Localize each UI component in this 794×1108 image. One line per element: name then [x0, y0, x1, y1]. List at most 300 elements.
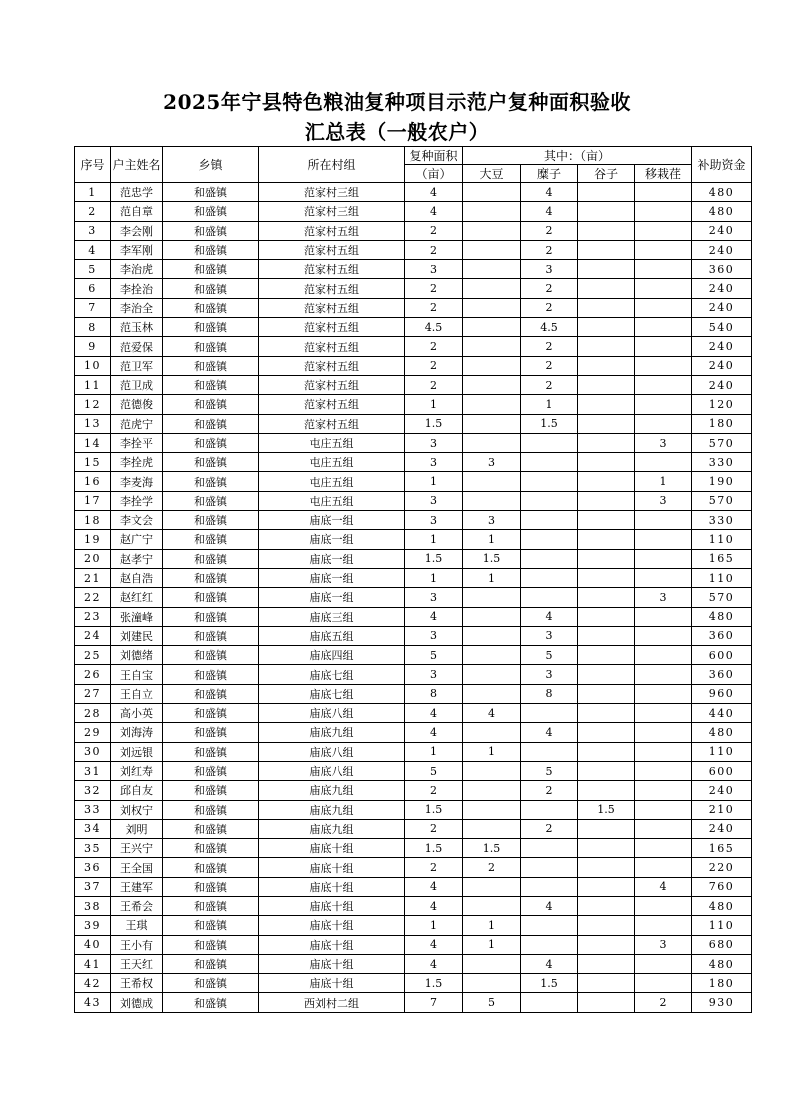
- cell-soybean-area: 1: [463, 530, 521, 549]
- cell-total-area: 1: [405, 395, 463, 414]
- cell-subsidy: 240: [692, 298, 752, 317]
- cell-soybean-area: [463, 279, 521, 298]
- cell-seq: 31: [75, 761, 111, 780]
- cell-transplant-area: [635, 781, 692, 800]
- cell-farmer-name: 刘建民: [111, 626, 163, 645]
- cell-total-area: 5: [405, 646, 463, 665]
- cell-total-area: 2: [405, 781, 463, 800]
- table-row: [75, 684, 752, 703]
- cell-seq: 37: [75, 877, 111, 896]
- cell-subsidy: 480: [692, 607, 752, 626]
- cell-soybean-area: [463, 298, 521, 317]
- cell-village: 范家村五组: [259, 221, 405, 240]
- cell-millet-broom-area: [521, 472, 578, 491]
- cell-subsidy: 930: [692, 993, 752, 1012]
- cell-transplant-area: [635, 337, 692, 356]
- cell-seq: 14: [75, 433, 111, 452]
- table-row: [75, 183, 752, 202]
- cell-millet-area: [578, 491, 635, 510]
- cell-farmer-name: 李拴平: [111, 433, 163, 452]
- cell-seq: 29: [75, 723, 111, 742]
- cell-millet-area: [578, 684, 635, 703]
- cell-soybean-area: [463, 221, 521, 240]
- cell-total-area: 4.5: [405, 318, 463, 337]
- cell-seq: 42: [75, 974, 111, 993]
- cell-farmer-name: 范虎宁: [111, 414, 163, 433]
- cell-village: 庙底十组: [259, 916, 405, 935]
- cell-soybean-area: [463, 588, 521, 607]
- cell-town: 和盛镇: [163, 742, 259, 761]
- cell-millet-broom-area: 5: [521, 646, 578, 665]
- cell-total-area: 7: [405, 993, 463, 1012]
- cell-village: 范家村五组: [259, 298, 405, 317]
- cell-soybean-area: [463, 183, 521, 202]
- cell-millet-broom-area: 1.5: [521, 974, 578, 993]
- cell-soybean-area: [463, 781, 521, 800]
- cell-millet-broom-area: 2: [521, 221, 578, 240]
- cell-farmer-name: 赵孝宁: [111, 549, 163, 568]
- cell-millet-broom-area: 1: [521, 395, 578, 414]
- cell-town: 和盛镇: [163, 375, 259, 394]
- cell-town: 和盛镇: [163, 433, 259, 452]
- cell-total-area: 1: [405, 916, 463, 935]
- cell-millet-broom-area: [521, 877, 578, 896]
- header-town: 乡镇: [163, 147, 259, 183]
- cell-millet-broom-area: 3: [521, 260, 578, 279]
- cell-soybean-area: 4: [463, 704, 521, 723]
- cell-transplant-area: [635, 646, 692, 665]
- cell-subsidy: 165: [692, 549, 752, 568]
- cell-farmer-name: 王希权: [111, 974, 163, 993]
- cell-transplant-area: [635, 761, 692, 780]
- cell-millet-broom-area: 2: [521, 298, 578, 317]
- cell-farmer-name: 刘海涛: [111, 723, 163, 742]
- cell-seq: 35: [75, 839, 111, 858]
- cell-total-area: 8: [405, 684, 463, 703]
- cell-subsidy: 120: [692, 395, 752, 414]
- cell-millet-broom-area: 5: [521, 761, 578, 780]
- cell-transplant-area: [635, 395, 692, 414]
- cell-village: 范家村三组: [259, 202, 405, 221]
- cell-millet-area: [578, 279, 635, 298]
- cell-millet-area: [578, 511, 635, 530]
- table-row: [75, 704, 752, 723]
- cell-total-area: 4: [405, 704, 463, 723]
- cell-seq: 27: [75, 684, 111, 703]
- cell-town: 和盛镇: [163, 414, 259, 433]
- cell-soybean-area: [463, 414, 521, 433]
- cell-millet-area: [578, 260, 635, 279]
- cell-town: 和盛镇: [163, 626, 259, 645]
- cell-millet-broom-area: [521, 491, 578, 510]
- cell-total-area: 1: [405, 568, 463, 587]
- cell-town: 和盛镇: [163, 781, 259, 800]
- cell-village: 庙底十组: [259, 974, 405, 993]
- cell-millet-area: [578, 202, 635, 221]
- cell-total-area: 2: [405, 858, 463, 877]
- cell-millet-area: [578, 877, 635, 896]
- cell-town: 和盛镇: [163, 202, 259, 221]
- header-of-which: 其中：（亩）: [463, 147, 692, 165]
- table-row: [75, 626, 752, 645]
- cell-town: 和盛镇: [163, 337, 259, 356]
- cell-subsidy: 960: [692, 684, 752, 703]
- cell-village: 庙底一组: [259, 511, 405, 530]
- header-seq: 序号: [75, 147, 111, 183]
- cell-town: 和盛镇: [163, 646, 259, 665]
- table-row: [75, 974, 752, 993]
- cell-subsidy: 480: [692, 723, 752, 742]
- cell-seq: 16: [75, 472, 111, 491]
- cell-transplant-area: [635, 974, 692, 993]
- cell-millet-broom-area: [521, 588, 578, 607]
- cell-seq: 24: [75, 626, 111, 645]
- cell-millet-broom-area: 4: [521, 183, 578, 202]
- cell-millet-broom-area: [521, 993, 578, 1012]
- cell-millet-broom-area: [521, 839, 578, 858]
- cell-total-area: 2: [405, 819, 463, 838]
- cell-transplant-area: [635, 916, 692, 935]
- cell-village: 庙底十组: [259, 839, 405, 858]
- cell-transplant-area: [635, 607, 692, 626]
- cell-millet-broom-area: 4: [521, 896, 578, 915]
- cell-seq: 38: [75, 896, 111, 915]
- cell-subsidy: 240: [692, 375, 752, 394]
- cell-subsidy: 360: [692, 260, 752, 279]
- table-row: [75, 472, 752, 491]
- cell-seq: 21: [75, 568, 111, 587]
- cell-total-area: 4: [405, 877, 463, 896]
- cell-farmer-name: 李麦海: [111, 472, 163, 491]
- cell-transplant-area: [635, 511, 692, 530]
- cell-soybean-area: 1.5: [463, 549, 521, 568]
- cell-total-area: 4: [405, 723, 463, 742]
- cell-total-area: 2: [405, 356, 463, 375]
- cell-farmer-name: 李文会: [111, 511, 163, 530]
- cell-town: 和盛镇: [163, 954, 259, 973]
- table-row: [75, 588, 752, 607]
- cell-village: 庙底一组: [259, 530, 405, 549]
- cell-transplant-area: 2: [635, 993, 692, 1012]
- cell-village: 屯庄五组: [259, 433, 405, 452]
- cell-millet-broom-area: 2: [521, 240, 578, 259]
- cell-subsidy: 210: [692, 800, 752, 819]
- cell-farmer-name: 王建军: [111, 877, 163, 896]
- cell-farmer-name: 李治虎: [111, 260, 163, 279]
- cell-subsidy: 180: [692, 974, 752, 993]
- cell-soybean-area: [463, 723, 521, 742]
- cell-millet-broom-area: 4: [521, 607, 578, 626]
- cell-farmer-name: 李会刚: [111, 221, 163, 240]
- cell-village: 范家村五组: [259, 260, 405, 279]
- cell-subsidy: 240: [692, 819, 752, 838]
- cell-farmer-name: 张潼峰: [111, 607, 163, 626]
- cell-millet-broom-area: 1.5: [521, 414, 578, 433]
- cell-subsidy: 165: [692, 839, 752, 858]
- cell-town: 和盛镇: [163, 183, 259, 202]
- cell-farmer-name: 赵自浩: [111, 568, 163, 587]
- cell-millet-broom-area: 2: [521, 781, 578, 800]
- cell-subsidy: 330: [692, 453, 752, 472]
- cell-subsidy: 180: [692, 414, 752, 433]
- cell-total-area: 4: [405, 896, 463, 915]
- cell-town: 和盛镇: [163, 819, 259, 838]
- cell-soybean-area: [463, 974, 521, 993]
- table-body: [75, 183, 752, 1013]
- cell-town: 和盛镇: [163, 800, 259, 819]
- cell-transplant-area: [635, 626, 692, 645]
- cell-farmer-name: 高小英: [111, 704, 163, 723]
- cell-farmer-name: 刘红寿: [111, 761, 163, 780]
- cell-village: 庙底十组: [259, 896, 405, 915]
- cell-town: 和盛镇: [163, 530, 259, 549]
- cell-millet-area: [578, 375, 635, 394]
- cell-town: 和盛镇: [163, 221, 259, 240]
- cell-millet-area: [578, 607, 635, 626]
- cell-transplant-area: [635, 279, 692, 298]
- table-row: [75, 665, 752, 684]
- cell-transplant-area: [635, 684, 692, 703]
- cell-farmer-name: 邱自友: [111, 781, 163, 800]
- cell-village: 庙底十组: [259, 935, 405, 954]
- cell-seq: 40: [75, 935, 111, 954]
- cell-transplant-area: 3: [635, 935, 692, 954]
- cell-total-area: 4: [405, 954, 463, 973]
- acceptance-summary-table: [74, 146, 752, 1013]
- cell-millet-broom-area: 4.5: [521, 318, 578, 337]
- cell-millet-area: [578, 646, 635, 665]
- cell-millet-broom-area: 2: [521, 819, 578, 838]
- cell-millet-broom-area: [521, 511, 578, 530]
- cell-town: 和盛镇: [163, 568, 259, 587]
- cell-village: 庙底一组: [259, 588, 405, 607]
- cell-village: 范家村五组: [259, 279, 405, 298]
- cell-seq: 2: [75, 202, 111, 221]
- cell-transplant-area: [635, 723, 692, 742]
- cell-transplant-area: [635, 704, 692, 723]
- cell-total-area: 3: [405, 491, 463, 510]
- cell-subsidy: 760: [692, 877, 752, 896]
- cell-millet-broom-area: 8: [521, 684, 578, 703]
- cell-farmer-name: 范卫成: [111, 375, 163, 394]
- cell-village: 庙底九组: [259, 781, 405, 800]
- cell-transplant-area: [635, 260, 692, 279]
- cell-town: 和盛镇: [163, 279, 259, 298]
- cell-village: 范家村三组: [259, 183, 405, 202]
- cell-millet-broom-area: [521, 453, 578, 472]
- cell-millet-area: [578, 839, 635, 858]
- cell-farmer-name: 刘远银: [111, 742, 163, 761]
- cell-total-area: 1: [405, 472, 463, 491]
- cell-transplant-area: [635, 742, 692, 761]
- cell-soybean-area: 3: [463, 453, 521, 472]
- cell-soybean-area: 1: [463, 916, 521, 935]
- cell-millet-area: [578, 993, 635, 1012]
- cell-transplant-area: [635, 240, 692, 259]
- cell-soybean-area: 1: [463, 742, 521, 761]
- cell-soybean-area: 1: [463, 568, 521, 587]
- cell-total-area: 2: [405, 337, 463, 356]
- cell-subsidy: 480: [692, 954, 752, 973]
- header-millet-broom: 糜子: [521, 165, 578, 183]
- cell-soybean-area: [463, 240, 521, 259]
- table-row: [75, 221, 752, 240]
- cell-subsidy: 570: [692, 433, 752, 452]
- cell-seq: 13: [75, 414, 111, 433]
- cell-millet-broom-area: 4: [521, 723, 578, 742]
- cell-transplant-area: [635, 896, 692, 915]
- cell-subsidy: 360: [692, 626, 752, 645]
- cell-millet-broom-area: [521, 742, 578, 761]
- cell-total-area: 2: [405, 375, 463, 394]
- cell-farmer-name: 李拴虎: [111, 453, 163, 472]
- cell-transplant-area: [635, 453, 692, 472]
- cell-millet-area: [578, 318, 635, 337]
- cell-town: 和盛镇: [163, 356, 259, 375]
- cell-town: 和盛镇: [163, 839, 259, 858]
- cell-farmer-name: 赵广宁: [111, 530, 163, 549]
- cell-farmer-name: 赵红红: [111, 588, 163, 607]
- cell-transplant-area: [635, 549, 692, 568]
- cell-millet-broom-area: [521, 935, 578, 954]
- cell-seq: 33: [75, 800, 111, 819]
- cell-transplant-area: [635, 221, 692, 240]
- header-village: 所在村组: [259, 147, 405, 183]
- cell-millet-broom-area: [521, 433, 578, 452]
- header-transplant: 移栽荏: [635, 165, 692, 183]
- table-row: [75, 453, 752, 472]
- cell-total-area: 5: [405, 761, 463, 780]
- cell-transplant-area: 3: [635, 433, 692, 452]
- cell-town: 和盛镇: [163, 491, 259, 510]
- cell-subsidy: 240: [692, 221, 752, 240]
- cell-soybean-area: [463, 260, 521, 279]
- cell-soybean-area: [463, 819, 521, 838]
- cell-transplant-area: [635, 819, 692, 838]
- cell-millet-area: 1.5: [578, 800, 635, 819]
- cell-farmer-name: 刘德绪: [111, 646, 163, 665]
- cell-millet-area: [578, 665, 635, 684]
- cell-soybean-area: [463, 761, 521, 780]
- table-row: [75, 819, 752, 838]
- cell-millet-area: [578, 916, 635, 935]
- cell-town: 和盛镇: [163, 761, 259, 780]
- table-row: [75, 954, 752, 973]
- cell-transplant-area: [635, 202, 692, 221]
- cell-village: 庙底九组: [259, 819, 405, 838]
- cell-town: 和盛镇: [163, 453, 259, 472]
- cell-total-area: 3: [405, 588, 463, 607]
- cell-town: 和盛镇: [163, 549, 259, 568]
- cell-soybean-area: [463, 646, 521, 665]
- cell-seq: 17: [75, 491, 111, 510]
- cell-town: 和盛镇: [163, 318, 259, 337]
- cell-town: 和盛镇: [163, 240, 259, 259]
- table-row: [75, 356, 752, 375]
- cell-town: 和盛镇: [163, 298, 259, 317]
- cell-total-area: 3: [405, 626, 463, 645]
- cell-transplant-area: [635, 183, 692, 202]
- table-row: [75, 530, 752, 549]
- cell-millet-area: [578, 781, 635, 800]
- cell-total-area: 4: [405, 607, 463, 626]
- cell-transplant-area: [635, 954, 692, 973]
- cell-soybean-area: 1: [463, 935, 521, 954]
- cell-village: 范家村五组: [259, 240, 405, 259]
- cell-village: 庙底七组: [259, 665, 405, 684]
- cell-total-area: 2: [405, 298, 463, 317]
- cell-millet-area: [578, 761, 635, 780]
- cell-millet-broom-area: 3: [521, 665, 578, 684]
- cell-farmer-name: 王自宝: [111, 665, 163, 684]
- cell-subsidy: 600: [692, 761, 752, 780]
- cell-soybean-area: [463, 626, 521, 645]
- cell-subsidy: 540: [692, 318, 752, 337]
- header-area-line1: 复种面积: [405, 147, 463, 165]
- cell-soybean-area: [463, 800, 521, 819]
- cell-total-area: 3: [405, 433, 463, 452]
- cell-soybean-area: [463, 607, 521, 626]
- cell-seq: 3: [75, 221, 111, 240]
- cell-millet-broom-area: 2: [521, 337, 578, 356]
- table-row: [75, 491, 752, 510]
- header-name: 户主姓名: [111, 147, 163, 183]
- cell-town: 和盛镇: [163, 607, 259, 626]
- cell-subsidy: 360: [692, 665, 752, 684]
- table-row: [75, 395, 752, 414]
- cell-farmer-name: 刘德成: [111, 993, 163, 1012]
- cell-farmer-name: 李军刚: [111, 240, 163, 259]
- cell-seq: 34: [75, 819, 111, 838]
- cell-subsidy: 480: [692, 896, 752, 915]
- cell-seq: 19: [75, 530, 111, 549]
- cell-seq: 43: [75, 993, 111, 1012]
- cell-town: 和盛镇: [163, 684, 259, 703]
- cell-farmer-name: 李治全: [111, 298, 163, 317]
- cell-subsidy: 570: [692, 491, 752, 510]
- cell-subsidy: 240: [692, 781, 752, 800]
- cell-millet-area: [578, 626, 635, 645]
- cell-farmer-name: 王琪: [111, 916, 163, 935]
- cell-village: 屯庄五组: [259, 453, 405, 472]
- cell-millet-broom-area: 3: [521, 626, 578, 645]
- cell-soybean-area: [463, 665, 521, 684]
- cell-subsidy: 240: [692, 337, 752, 356]
- cell-town: 和盛镇: [163, 395, 259, 414]
- cell-soybean-area: [463, 375, 521, 394]
- cell-millet-area: [578, 356, 635, 375]
- cell-seq: 4: [75, 240, 111, 259]
- cell-seq: 25: [75, 646, 111, 665]
- cell-transplant-area: [635, 356, 692, 375]
- cell-millet-area: [578, 433, 635, 452]
- cell-subsidy: 570: [692, 588, 752, 607]
- cell-subsidy: 480: [692, 202, 752, 221]
- cell-millet-broom-area: [521, 568, 578, 587]
- cell-soybean-area: [463, 877, 521, 896]
- table-row: [75, 337, 752, 356]
- cell-millet-broom-area: [521, 858, 578, 877]
- cell-town: 和盛镇: [163, 472, 259, 491]
- cell-seq: 1: [75, 183, 111, 202]
- table-row: [75, 646, 752, 665]
- table-row: [75, 742, 752, 761]
- cell-farmer-name: 刘权宁: [111, 800, 163, 819]
- cell-seq: 7: [75, 298, 111, 317]
- cell-subsidy: 600: [692, 646, 752, 665]
- cell-seq: 23: [75, 607, 111, 626]
- cell-subsidy: 240: [692, 356, 752, 375]
